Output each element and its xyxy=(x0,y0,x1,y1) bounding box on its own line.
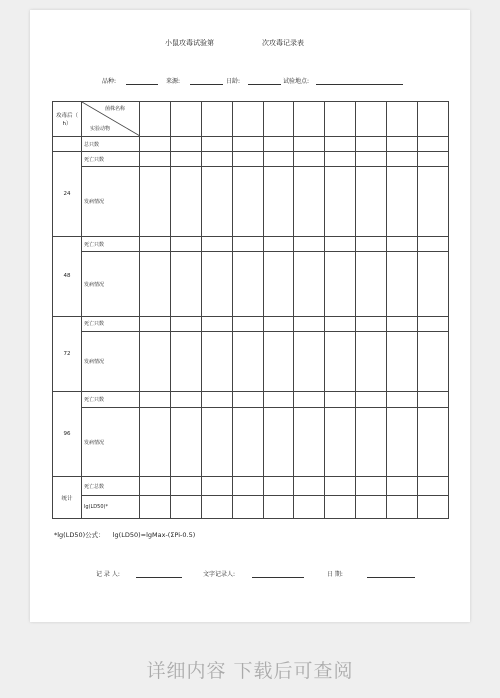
location-blank xyxy=(316,84,403,85)
data-cell xyxy=(294,407,325,477)
symptom-label: 发病情况 xyxy=(82,167,140,237)
data-cell xyxy=(201,332,232,392)
data-cell xyxy=(170,252,201,316)
strain-cell xyxy=(387,102,418,137)
data-cell xyxy=(418,477,449,496)
time-cell: 96 xyxy=(53,392,82,477)
data-cell xyxy=(294,316,325,332)
data-cell xyxy=(356,496,387,519)
data-cell xyxy=(263,477,294,496)
formula-note xyxy=(54,530,201,539)
data-cell xyxy=(418,392,449,408)
time-cell: 48 xyxy=(53,236,82,316)
time-cell: 24 xyxy=(53,151,82,236)
data-cell xyxy=(418,151,449,167)
data-cell xyxy=(201,316,232,332)
data-cell xyxy=(232,407,263,477)
data-cell xyxy=(356,407,387,477)
symptom-row xyxy=(53,252,449,316)
data-cell xyxy=(387,392,418,408)
strain-cell xyxy=(356,102,387,137)
data-cell xyxy=(140,236,171,252)
recorder-label: 记 录 人: xyxy=(96,571,120,578)
formula-expression: lg(LD50)=lgMax-(ΣPi-0.5) xyxy=(112,531,196,539)
data-cell xyxy=(325,496,356,519)
lgld-label: lg(LD50)* xyxy=(82,496,140,519)
data-cell xyxy=(325,137,356,152)
data-cell xyxy=(387,407,418,477)
dead-label: 死亡只数 xyxy=(82,151,140,167)
dead-label: 死亡只数 xyxy=(82,236,140,252)
data-cell xyxy=(170,392,201,408)
data-cell xyxy=(294,236,325,252)
data-cell xyxy=(140,167,171,237)
symptom-label: 发病情况 xyxy=(82,407,140,477)
data-cell xyxy=(140,252,171,316)
dead-label: 死亡只数 xyxy=(82,316,140,332)
data-cell xyxy=(232,316,263,332)
data-cell xyxy=(170,332,201,392)
data-cell xyxy=(263,236,294,252)
recorder-blank xyxy=(136,577,182,578)
total-row xyxy=(53,137,449,152)
breed-label: 品种: xyxy=(102,78,117,85)
text-recorder-label: 文字记录人: xyxy=(203,571,236,578)
data-cell xyxy=(263,407,294,477)
data-cell xyxy=(418,316,449,332)
data-cell xyxy=(170,407,201,477)
strain-cell xyxy=(232,102,263,137)
data-cell xyxy=(387,137,418,152)
data-cell xyxy=(356,167,387,237)
total-label: 总只数 xyxy=(82,137,140,152)
dead-total-row xyxy=(53,477,449,496)
data-cell xyxy=(294,137,325,152)
title-part-1: 小鼠攻毒试验第 xyxy=(165,39,214,47)
symptom-row xyxy=(53,332,449,392)
strain-cell xyxy=(263,102,294,137)
data-cell xyxy=(387,332,418,392)
data-cell xyxy=(356,316,387,332)
data-cell xyxy=(325,316,356,332)
data-cell xyxy=(356,137,387,152)
strain-cell xyxy=(201,102,232,137)
data-cell xyxy=(294,252,325,316)
breed-blank xyxy=(126,84,158,85)
data-cell xyxy=(232,252,263,316)
data-cell xyxy=(418,137,449,152)
location-label: 试验地点: xyxy=(283,78,310,85)
data-cell xyxy=(170,137,201,152)
data-cell xyxy=(387,252,418,316)
date-blank xyxy=(367,577,415,578)
data-cell xyxy=(356,392,387,408)
data-cell xyxy=(387,167,418,237)
source-label: 来源: xyxy=(166,78,181,85)
data-cell xyxy=(356,236,387,252)
data-cell xyxy=(263,137,294,152)
time-cell: 72 xyxy=(53,316,82,392)
data-cell xyxy=(170,167,201,237)
dead-row xyxy=(53,316,449,332)
data-cell xyxy=(418,407,449,477)
data-cell xyxy=(294,392,325,408)
data-cell xyxy=(294,496,325,519)
data-cell xyxy=(263,316,294,332)
data-cell xyxy=(325,332,356,392)
strain-cell xyxy=(325,102,356,137)
dead-row xyxy=(53,151,449,167)
data-cell xyxy=(263,332,294,392)
data-cell xyxy=(325,392,356,408)
data-cell xyxy=(232,167,263,237)
strain-cell xyxy=(170,102,201,137)
strain-cell xyxy=(294,102,325,137)
data-cell xyxy=(356,252,387,316)
time-header-cell xyxy=(53,102,82,137)
data-cell xyxy=(140,477,171,496)
data-cell xyxy=(140,392,171,408)
data-cell xyxy=(232,236,263,252)
data-cell xyxy=(263,151,294,167)
data-cell xyxy=(140,316,171,332)
data-cell xyxy=(356,151,387,167)
data-cell xyxy=(325,236,356,252)
strain-cell xyxy=(140,102,171,137)
dead-label: 死亡只数 xyxy=(82,392,140,408)
dead-total-label: 死亡总数 xyxy=(82,477,140,496)
data-cell xyxy=(387,151,418,167)
symptom-label: 发病情况 xyxy=(82,332,140,392)
data-cell xyxy=(140,137,171,152)
source-blank xyxy=(190,84,223,85)
data-cell xyxy=(170,151,201,167)
data-cell xyxy=(201,477,232,496)
data-cell xyxy=(325,252,356,316)
data-cell xyxy=(170,316,201,332)
data-cell xyxy=(232,151,263,167)
data-cell xyxy=(356,332,387,392)
data-cell xyxy=(140,151,171,167)
age-label: 日龄: xyxy=(226,78,241,85)
blank-cell xyxy=(53,137,82,152)
document-page xyxy=(30,10,470,622)
data-cell xyxy=(294,151,325,167)
data-cell xyxy=(325,477,356,496)
dead-row xyxy=(53,392,449,408)
title-part-2: 次攻毒记录表 xyxy=(262,39,304,47)
data-cell xyxy=(325,407,356,477)
data-cell xyxy=(263,392,294,408)
data-cell xyxy=(201,236,232,252)
data-cell xyxy=(170,477,201,496)
data-cell xyxy=(201,151,232,167)
data-cell xyxy=(294,332,325,392)
data-cell xyxy=(325,151,356,167)
data-cell xyxy=(418,332,449,392)
dead-row xyxy=(53,236,449,252)
data-cell xyxy=(232,477,263,496)
data-cell xyxy=(201,407,232,477)
data-cell xyxy=(232,392,263,408)
meta-row xyxy=(30,76,470,88)
data-cell xyxy=(325,167,356,237)
text-recorder-blank xyxy=(252,577,304,578)
age-blank xyxy=(248,84,281,85)
data-cell xyxy=(140,407,171,477)
data-cell xyxy=(356,477,387,496)
data-cell xyxy=(201,496,232,519)
lgld-row xyxy=(53,496,449,519)
data-cell xyxy=(387,236,418,252)
symptom-row xyxy=(53,167,449,237)
diagonal-header-cell xyxy=(82,102,140,137)
data-cell xyxy=(294,167,325,237)
data-cell xyxy=(263,167,294,237)
data-cell xyxy=(201,392,232,408)
data-cell xyxy=(232,332,263,392)
formula-prefix: *lg(LD50)公式： xyxy=(54,531,105,539)
animal-label: 实验动物 xyxy=(90,126,111,133)
data-cell xyxy=(418,167,449,237)
strain-name-label: 菌株名称 xyxy=(104,106,125,112)
data-cell xyxy=(294,477,325,496)
data-cell xyxy=(201,167,232,237)
data-cell xyxy=(263,496,294,519)
data-cell xyxy=(387,477,418,496)
data-cell xyxy=(387,316,418,332)
header-row xyxy=(53,102,449,137)
data-cell xyxy=(418,252,449,316)
data-cell xyxy=(232,496,263,519)
symptom-row xyxy=(53,407,449,477)
record-table xyxy=(52,101,449,519)
data-cell xyxy=(232,137,263,152)
data-cell xyxy=(418,496,449,519)
data-cell xyxy=(387,496,418,519)
data-cell xyxy=(140,496,171,519)
download-banner[interactable]: 详细内容 下载后可查阅 xyxy=(146,660,354,682)
data-cell xyxy=(140,332,171,392)
data-cell xyxy=(170,236,201,252)
data-cell xyxy=(418,236,449,252)
strain-cell xyxy=(418,102,449,137)
date-label: 日 期: xyxy=(327,571,343,578)
time-header-label: 攻毒后（ h） xyxy=(55,113,78,128)
data-cell xyxy=(201,252,232,316)
data-cell xyxy=(201,137,232,152)
symptom-label: 发病情况 xyxy=(82,252,140,316)
stats-cell: 统计 xyxy=(53,477,82,519)
data-cell xyxy=(170,496,201,519)
data-cell xyxy=(263,252,294,316)
